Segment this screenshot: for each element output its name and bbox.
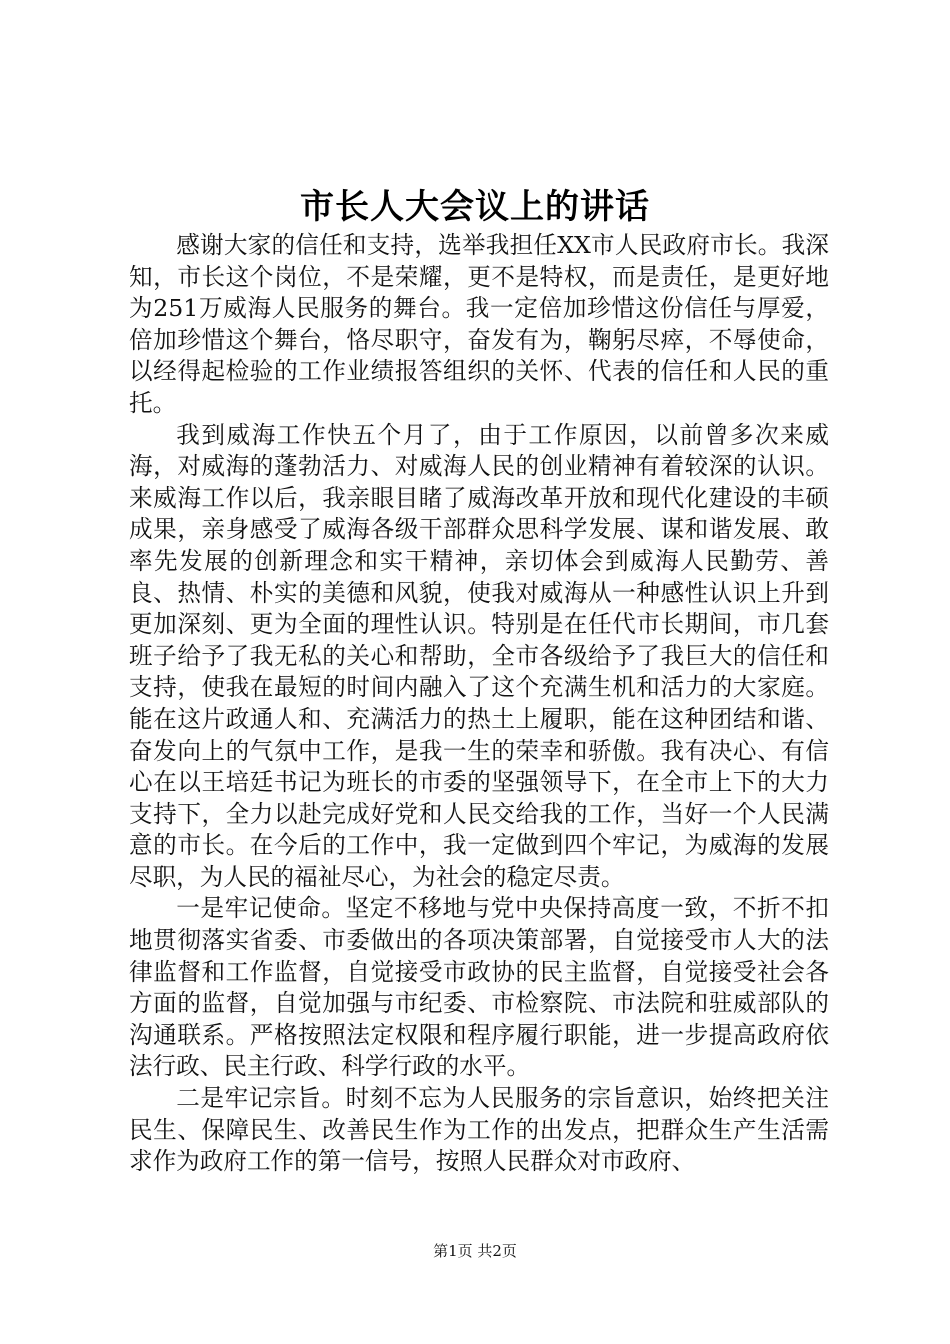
document-body <box>129 230 829 1178</box>
page-footer: 第1页 共2页 <box>433 1242 517 1260</box>
paragraph-1: 感谢大家的信任和支持，选举我担任XX市人民政府市长。我深知，市长这个岗位，不是荣耀，更不是特权，而是责任，是更好地为251万威海人民服务的舞台。我一定倍加珍惜这份信任与厚爱，倍加珍惜这个舞台，恪尽职守，奋发有为，鞠躬尽瘁，不辱使命，以经得起检验的工作业绩报答组织的关怀、代表的信任和人民的重托。 <box>129 231 829 417</box>
paragraph-4: 二是牢记宗旨。时刻不忘为人民服务的宗旨意识，始终把关注民生、保障民生、改善民生作为工作的出发点，把群众生产生活需求作为政府工作的第一信号，按照人民群众对市政府、 <box>129 1084 829 1176</box>
document-title: 市长人大会议上的讲话 <box>300 187 650 227</box>
paragraph-3: 一是牢记使命。坚定不移地与党中央保持高度一致，不折不扣地贯彻落实省委、市委做出的各项决策部署，自觉接受市人大的法律监督和工作监督，自觉接受市政协的民主监督，自觉接受社会各方面的监督，自觉加强与市纪委、市检察院、市法院和驻威部队的沟通联系。严格按照法定权限和程序履行职能，进一步提高政府依法行政、民主行政、科学行政的水平。 <box>129 894 829 1081</box>
paragraph-2: 我到威海工作快五个月了，由于工作原因，以前曾多次来威海，对威海的蓬勃活力、对威海人民的创业精神有着较深的认识。来威海工作以后，我亲眼目睹了威海改革开放和现代化建设的丰硕成果，亲身感受了威海各级干部群众思科学发展、谋和谐发展、敢率先发展的创新理念和实干精神，亲切体会到威海人民勤劳、善良、热情、朴实的美德和风貌，使我对威海从一种感性认识上升到更加深刻、更为全面的理性认识。特别是在任代市长期间，市几套班子给予了我无私的关心和帮助，全市各级给予了我巨大的信任和支持，使我在最短的时间内融入了这个充满生机和活力的大家庭。能在这片政通人和、充满活力的热土上履职，能在这种团结和谐、奋发向上的气氛中工作，是我一生的荣幸和骄傲。我有决心、有信心在以王培廷书记为班长的市委的坚强领导下，在全市上下的大力支持下，全力以赴完成好党和人民交给我的工作，当好一个人民满意的市长。在今后的工作中，我一定做到四个牢记，为威海的发展尽职，为人民的福祉尽心，为社会的稳定尽责。 <box>129 420 829 891</box>
